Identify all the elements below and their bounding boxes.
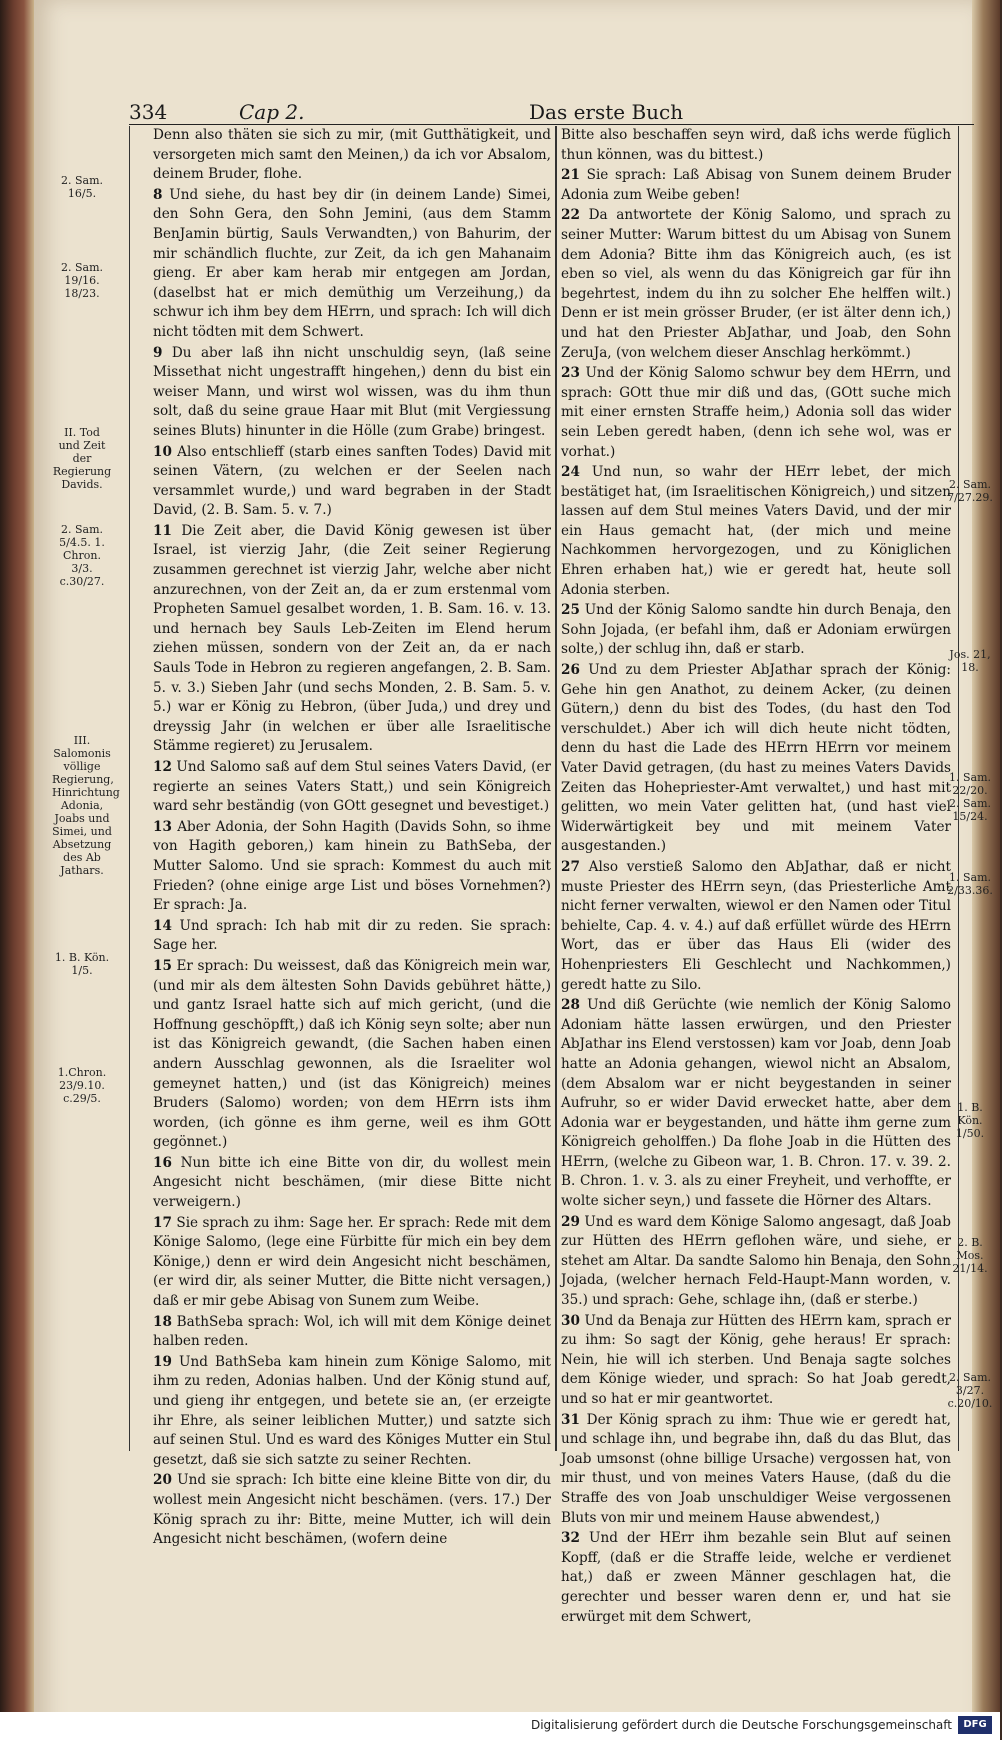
verse-text: Und Salomo saß auf dem Stul seines Vaters David, (er regierte an seines Vaters Statt,) und sein Königreich ward sehr beständig (von GOtt gesegnet und bevestiget.) [153,759,552,815]
verse-paragraph [153,917,551,956]
verse-text: Bitte also beschaffen seyn wird, daß ichs werde füglich thun können, was du bittest.) [561,127,951,163]
verse-text: Und sprach: Ich hab mit dir zu reden. Sie sprach: Sage her. [153,917,551,954]
verse-text: Denn also thäten sie sich zu mir, (mit Gutthätigkeit, und versorgeten mich samt den Meinen,) da ich vor Absalom, deinem Bruder, flohe. [153,127,551,183]
verse-paragraph [561,601,951,660]
verse-number: 24 [561,464,580,481]
margin-note: 1. B. Kön. 1/5. [54,951,110,977]
verse-paragraph [561,661,951,857]
verse-paragraph [153,1214,551,1312]
margin-note: 2. Sam. 5/4.5. 1. Chron. 3/3. c.30/27. [59,523,105,588]
verse-text: Da antwortete der König Salomo, und sprach zu seiner Mutter: Warum bittest du um Abisag von Sunem dem Adonia? Bitte ihm das Königreich auch, (es ist eben so viel, als wenn du das Königreich gar für ihn begehrtest, indem du ihn zu solcher Ehe helffen wilt.) Denn er ist mein grösser Bruder, (er ist älter denn ich,) und hat den Priester AbJathar, und Joab, den Sohn ZeruJa, (von welchem dieser Anschlag herkömmt.) [561,207,951,361]
book-edge-left [0,0,34,1740]
verse-text: Und BathSeba kam hinein zum Könige Salomo, mit ihm zu reden, Adonias halben. Und der König stund auf, und gieng ihr entgegen, und betete sie an, (er erzeigte ihr Ehre, als seiner leiblichen Mutter,) und satzte sich auf seinen Stul. Und es ward des Königes Mutter ein Stul gesetzt, daß sie sich satzte zu seiner Rechten. [153,1353,551,1468]
verse-paragraph [561,1529,951,1627]
verse-paragraph [561,166,951,205]
verse-paragraph [153,1313,551,1352]
verse-number: 27 [561,858,580,875]
margin-note: 2. Sam. 16/5. [60,174,103,200]
verse-text: Sie sprach: Laß Abisag von Sunem deinem Bruder Adonia zum Weibe geben! [561,167,951,203]
verse-number: 19 [153,1353,172,1370]
verse-number: 15 [153,957,172,974]
verse-number: 17 [153,1214,172,1231]
verse-paragraph [153,1154,551,1213]
verse-number: 31 [561,1411,580,1428]
verse-paragraph [153,818,551,916]
verse-number: 29 [561,1213,580,1230]
verse-text: BathSeba sprach: Wol, ich will mit dem Könige deinet halben reden. [153,1313,551,1350]
verse-paragraph [561,996,951,1212]
margin-note: 2. Sam. 7/27.29. [947,478,993,504]
verse-paragraph [561,1312,951,1410]
verse-number: 30 [561,1312,580,1329]
digitization-footer [0,1712,1000,1740]
verse-text: Er sprach: Du weissest, daß das Königreich mein war, (und mir als dem ältesten Sohn Davids gebühret hätte,) und gantz Israel hatte sich auf mich gericht, (und die Hoffnung geschöpfft,) daß ich König seyn solte; aber nun ist das Königreich gewandt, (die Sachen haben einen andern Ausschlag gewonnen, als die Israeliter wol gemeynet hatten,) und (ist das Königreich) meines Bruders (Salomo) worden; von dem HErrn ists ihm worden, (ich gönne es ihm gerne, weil es ihm GOtt gegönnet.) [153,957,551,1151]
verse-number: 8 [153,186,163,203]
verse-paragraph [561,126,951,165]
verse-number: 25 [561,602,580,619]
page-header [129,100,974,125]
verse-paragraph [153,126,551,185]
verse-number: 28 [561,997,580,1014]
right-column-text [561,126,952,1625]
verse-paragraph [561,858,951,995]
margin-note: 1. Sam. 22/20. 2. Sam. 15/24. [948,771,991,823]
verse-number: 12 [153,759,172,775]
verse-paragraph [153,443,551,521]
verse-paragraph [153,758,551,817]
chapter-heading: Cap 2. [239,100,305,124]
dfg-logo-icon: DFG [958,1716,992,1734]
verse-number: 26 [561,662,580,679]
verse-number: 23 [561,365,580,382]
verse-paragraph [153,522,551,757]
verse-text: Und der HErr ihm bezahle sein Blut auf seinen Kopff, (daß er die Straffe leide, welche er verdienet hat,) daß er zween Männer geschlagen hat, die gerechter und besser waren denn er, und hat sie erwürget mit dem Schwert, [561,1530,951,1625]
margin-note: 2. Sam. 19/16. 18/23. [60,261,103,300]
verse-number: 14 [153,917,172,934]
verse-number: 32 [561,1530,580,1547]
verse-text: Also verstieß Salomo den AbJathar, daß er nicht muste Priester des HErrn seyn, (das Priesterliche Amt nicht ferner verwalten, wiewol er den Namen oder Titul behielte, Cap. 4. v. 4.) auf daß erfüllet würde des HErrn Wort, das er über das Haus Eli (wider des Hohenpriesters Eli Geschlecht und Nachkommen,) geredt hatte zu Silo. [561,858,951,993]
verse-paragraph [153,186,551,343]
verse-text: Und sie sprach: Ich bitte eine kleine Bitte von dir, du wollest mein Angesicht nicht beschämen. (vers. 17.) Der König sprach zu ihr: Bitte, meine Mutter, ich will dein Angesicht nicht beschämen, (wofern deine [153,1472,551,1548]
verse-number: 11 [153,522,172,539]
margin-note: 2. B. Mos. 21/14. [952,1236,988,1275]
verse-paragraph [153,344,551,442]
page-number: 334 [129,100,168,124]
footer-credit: Digitalisierung gefördert durch die Deutsche Forschungsgemeinschaft [530,1718,952,1732]
verse-number: 20 [153,1472,172,1489]
verse-paragraph [561,463,951,600]
margin-note: 1. B. Kön. 1/50. [955,1101,985,1140]
verse-number: 18 [153,1313,172,1330]
margin-note: Jos. 21, 18. [949,648,991,674]
margin-note: III. Salomonis völlige Regierung, Hinrichtung Adonia, Joabs und Simei, und Absetzung des Ab Jathars. [52,734,120,877]
verse-number: 13 [153,818,172,835]
margin-note: 1. Sam. 2/33.36. [947,871,993,897]
verse-text: Und da Benaja zur Hütten des HErrn kam, sprach er zu ihm: So sagt der König, gehe heraus! Er sprach: Nein, hie will ich sterben. Und Benaja sagte solches dem Könige wieder, und sprach: So hat Joab geredt, und so hat er mir geantwortet. [561,1312,951,1407]
margin-note: 1.Chron. 23/9.10. c.29/5. [57,1066,107,1105]
verse-text: Und es ward dem Könige Salomo angesagt, daß Joab zur Hütten des HErrn geflohen wäre, und siehe, er stehet am Altar. Da sandte Salomo hin Benaja, den Sohn Jojada, (welcher hernach Feld-Haupt-Mann worden, v. 35.) und sprach: Gehe, schlage ihn, (daß er sterbe.) [561,1213,951,1309]
verse-paragraph [153,1353,551,1471]
verse-number: 21 [561,167,580,184]
verse-text: Also entschlieff (starb eines sanften Todes) David mit seinen Vätern, (zu welchen er der Seelen nach versammlet wurde,) und ward begraben in der Stadt David, (2. B. Sam. 5. v. 7.) [153,443,551,519]
verse-paragraph [561,206,951,363]
verse-text: Aber Adonia, der Sohn Hagith (Davids Sohn, so ihme von Hagith geboren,) kam hinein zu BathSeba, der Mutter Salomo. Und sie sprach: Kommest du auch mit Frieden? (ohne einige arge List und böses Vornehmen?) Er sprach: Ja. [153,818,551,914]
margin-note: II. Tod und Zeit der Regierung Davids. [52,426,112,491]
margin-note: 2. Sam. 3/27. c.20/10. [947,1371,993,1410]
verse-text: Und siehe, du hast bey dir (in deinem Lande) Simei, den Sohn Gera, den Sohn Jemini, (aus dem Stamm BenJamin bürtig, Sauls Verwandten,) von Bahurim, der mir schändlich fluchte, zur Zeit, da ich gen Mahanaim gieng. Er aber kam herab mir entgegen am Jordan, (daselbst hat er mich demüthig um Verzeihung,) da schwur ich ihm bey dem HErrn, und sprach: Ich will dich nicht tödten mit dem Schwert. [153,186,551,340]
verse-text: Und zu dem Priester AbJathar sprach der König: Gehe hin gen Anathot, zu deinem Acker, (zu deinen Gütern,) denn du bist des Todes, (du hast den Tod verschuldet.) Aber ich will dich heute nicht tödten, denn du hast die Lade des HErrn HErrn vor meinem Vater David getragen, (du hast zu meines Vaters Davids Zeiten das Hohepriester-Amt verwaltet,) und hast mit gelitten, wo mein Vater gelitten hat, (und hast viel Widerwärtigkeit bey und mit meinem Vater ausgestanden.) [561,662,951,855]
verse-text: Und der König Salomo sandte hin durch Benaja, den Sohn Jojada, (er befahl ihm, daß er Adoniam erwürgen solte,) der schlug ihn, daß er starb. [561,602,951,658]
running-title: Das erste Buch [529,100,684,124]
verse-paragraph [153,957,551,1153]
verse-paragraph [561,1411,951,1529]
verse-number: 9 [153,344,163,361]
verse-text: Die Zeit aber, die David König gewesen ist über Israel, ist vierzig Jahr, (die Zeit seiner Regierung zusammen gerechnet ist vierzig Jahr, welche aber nicht anzurechnen, von der Zeit an, da er zum erstenmal vom Propheten Samuel gesalbet worden, 1. B. Sam. 16. v. 13. und hernach bey Sauls Leb-Zeiten im Elend herum ziehen müssen, sondern von der Zeit an, da er nach Sauls Tode in Hebron zu regieren angefangen, 2. B. Sam. 5. v. 3.) Sieben Jahr (und sechs Monden, 2. B. Sam. 5. v. 5.) war er König zu Hebron, (über Juda,) und drey und dreyssig Jahr (in welchen er über alle Israelitische Stämme regieret) zu Jerusalem. [153,522,551,755]
verse-text: Und der König Salomo schwur bey dem HErrn, und sprach: GOtt thue mir diß und das, (GOtt suche mich mit einer ernsten Straffe heim,) Adonia soll das wider sein Leben geredt haben, (denn ich sehe wol, was er vorhat.) [561,365,951,460]
verse-text: Und diß Gerüchte (wie nemlich der König Salomo Adoniam hätte lassen erwürgen, und den Priester AbJathar ins Elend verstossen) kam vor Joab, denn Joab hatte an Adonia gehangen, wiewol nicht an Absalom, (dem Absalom war er nicht beygestanden in seiner Aufruhr, so er wider David erwecket hatte, aber dem Adonia war er beygestanden, und hätte ihm gerne zum Königreich geholffen.) Da flohe Joab in die Hütten des HErrn, (welche zu Gibeon war, 1. B. Chron. 17. v. 39. 2. B. Chron. 1. v. 3. als zu einer Freyheit, und verhoffte, er wolte sicher seyn,) und fassete die Hörner des Altars. [561,997,951,1210]
verse-paragraph [153,1471,551,1549]
verse-number: 16 [153,1154,172,1171]
left-column-text [153,126,552,1548]
verse-text: Nun bitte ich eine Bitte von dir, du wollest mein Angesicht nicht beschämen, (mir diese Bitte nicht verweigern.) [153,1154,552,1211]
verse-text: Sie sprach zu ihm: Sage her. Er sprach: Rede mit dem Könige Salomo, (lege eine Fürbitte für mich ein bey dem Könige,) denn er wird dein Angesicht nicht beschämen, (er wird dir, als seiner Mutter, die Bitte nicht versagen,) daß er mir gebe Abisag von Sunem zum Weibe. [153,1214,551,1310]
verse-text: Der König sprach zu ihm: Thue wie er geredt hat, und schlage ihn, und begrabe ihn, daß du das Blut, das Joab umsonst (ohne billige Ursache) vergossen hat, von mir thust, und von meines Vaters Hause, (daß du die Straffe des von Joab unschuldiger Weise vergossenen Bluts von mir und meinem Hause abwendest,) [561,1411,951,1526]
verse-paragraph [561,1213,951,1311]
verse-number: 22 [561,207,580,224]
verse-text: Und nun, so wahr der HErr lebet, der mich bestätiget hat, (im Israelitischen Königreich,) und sitzen lassen auf dem Stul meines Vaters David, und der mir ein Haus gemacht hat, (der mich und meine Nachkommen hervorgezogen, und zu Königlichen Ehren erhaben hat,) wie er geredt hat, heute soll Adonia sterben. [561,464,952,598]
verse-paragraph [561,364,951,462]
verse-text: Du aber laß ihn nicht unschuldig seyn, (laß seine Missethat nicht ungestrafft hingehen,) denn du bist ein weiser Mann, und wirst wol wissen, was du ihm thun solt, daß du seine graue Haar mit Blut (mit Vergiessung seines Bluts) hinunter in die Hölle (zum Grabe) bringest. [153,344,551,439]
left-margin [34,126,126,1451]
verse-number: 10 [153,443,172,460]
right-margin [947,126,1002,1451]
